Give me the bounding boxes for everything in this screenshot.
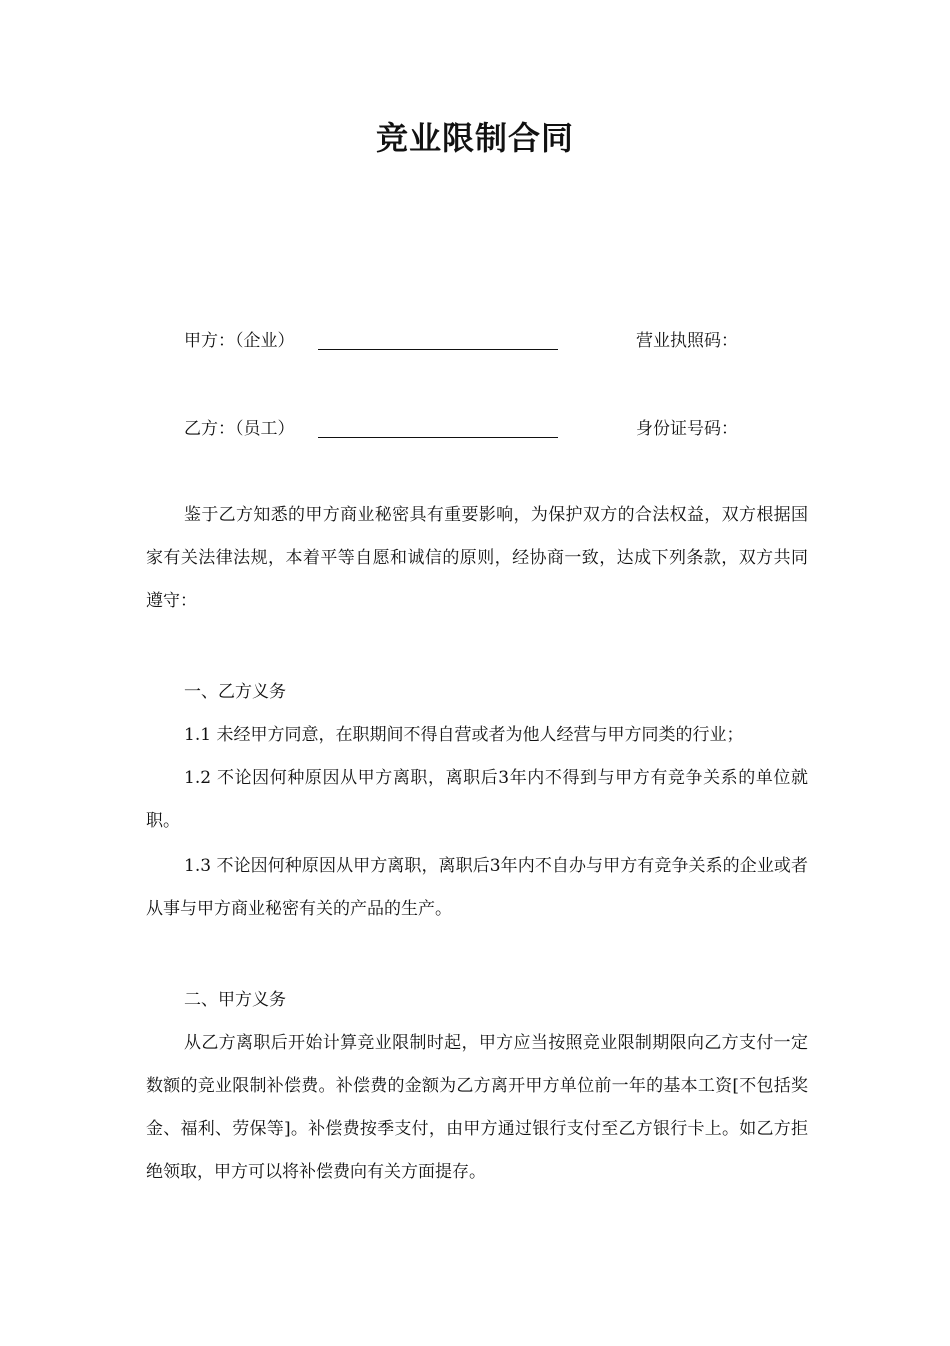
party-a-name-blank bbox=[318, 349, 558, 350]
id-number-label: 身份证号码： bbox=[636, 419, 738, 439]
party-b-label: 乙方：（员工） bbox=[184, 419, 295, 439]
business-license-label: 营业执照码： bbox=[636, 331, 738, 351]
party-a-label: 甲方：（企业） bbox=[184, 331, 295, 351]
section-1-item-3: 1.3 不论因何种原因从甲方离职，离职后3年内不自办与甲方有竞争关系的企业或者从事与甲方商业秘密有关的产品的生产。 bbox=[146, 856, 808, 919]
party-b-row bbox=[184, 414, 824, 444]
section-1-heading: 一、乙方义务 bbox=[184, 682, 286, 702]
party-a-row bbox=[184, 326, 824, 356]
document-title: 竞业限制合同 bbox=[375, 119, 574, 157]
party-b-name-blank bbox=[318, 437, 558, 438]
section-1-item-1: 1.1 未经甲方同意，在职期间不得自营或者为他人经营与甲方同类的行业； bbox=[184, 725, 744, 745]
preamble-paragraph: 鉴于乙方知悉的甲方商业秘密具有重要影响，为保护双方的合法权益，双方根据国家有关法律法规，本着平等自愿和诚信的原则，经协商一致，达成下列条款，双方共同遵守： bbox=[146, 505, 808, 611]
section-1-item-2: 1.2 不论因何种原因从甲方离职，离职后3年内不得到与甲方有竞争关系的单位就职。 bbox=[146, 768, 808, 831]
section-2-paragraph: 从乙方离职后开始计算竞业限制时起，甲方应当按照竞业限制期限向乙方支付一定数额的竞业限制补偿费。补偿费的金额为乙方离开甲方单位前一年的基本工资[不包括奖金、福利、劳保等]。补偿费按季支付，由甲方通过银行支付至乙方银行卡上。如乙方拒绝领取，甲方可以将补偿费向有关方面提存。 bbox=[146, 1033, 808, 1182]
section-2-heading: 二、甲方义务 bbox=[184, 990, 286, 1010]
